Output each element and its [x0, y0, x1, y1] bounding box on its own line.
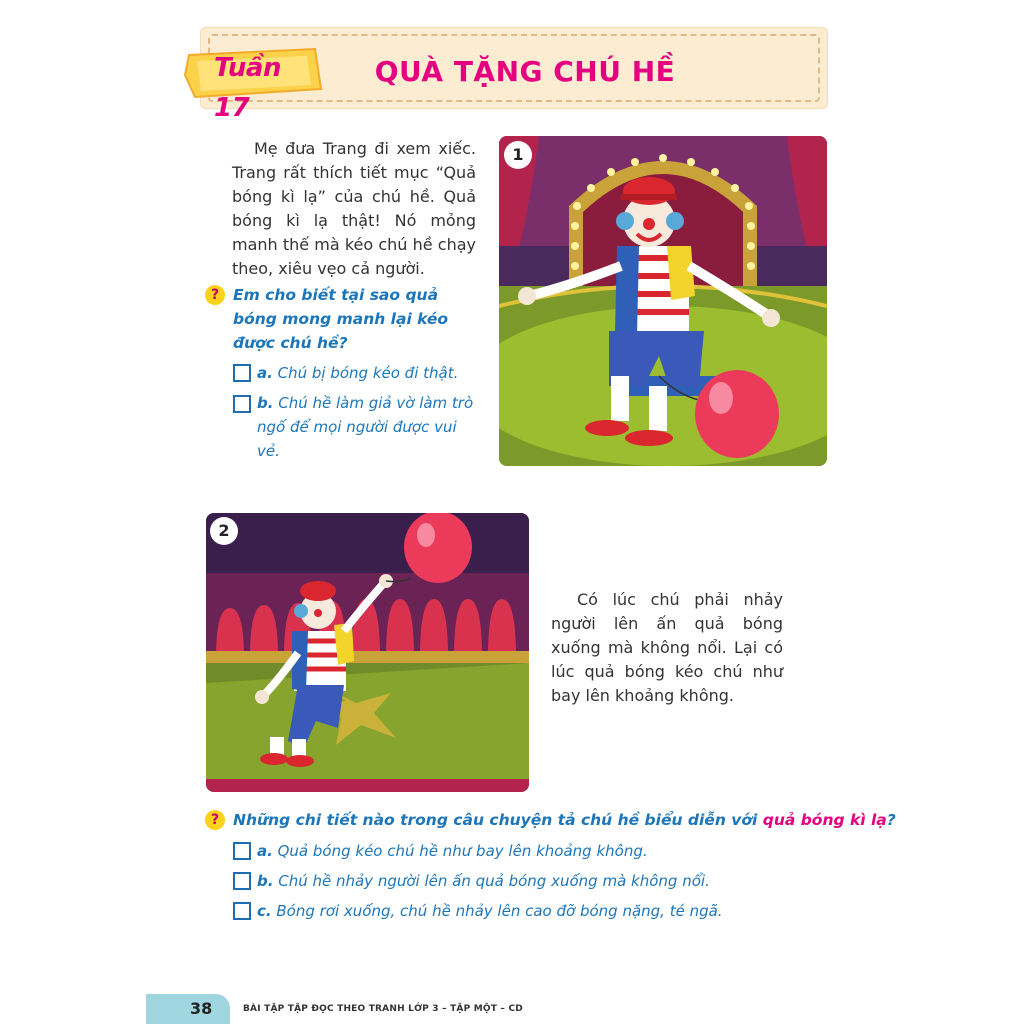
- option-q1-b: b. Chú hề làm giả vờ làm trò ngố để mọi người được vui vẻ.: [257, 394, 474, 460]
- clown-illustration-2: [206, 513, 529, 792]
- option-q1-a: a. Chú bị bóng kéo đi thật.: [257, 364, 459, 382]
- page-title: QUÀ TẶNG CHÚ HỀ: [374, 55, 676, 88]
- question-icon: ?: [205, 810, 225, 830]
- page-number: 38: [190, 999, 213, 1018]
- checkbox-q2-c[interactable]: [233, 902, 251, 920]
- passage-2: Có lúc chú phải nhảy người lên ấn quả bóng xuống mà không nổi. Lại có lúc quả bóng kéo chú như bay lên khoảng không.: [551, 590, 783, 705]
- clown-illustration-1: [499, 136, 827, 466]
- checkbox-q1-a[interactable]: [233, 364, 251, 382]
- passage-1: Mẹ đưa Trang đi xem xiếc. Trang rất thích tiết mục “Quả bóng kì lạ” của chú hề. Quả bóng kì lạ thật! Nó mỏng manh thế mà kéo chú hề chạy theo, xiêu vẹo cả người.: [232, 139, 476, 278]
- option-q2-c: c. Bóng rơi xuống, chú hề nhảy lên cao đỡ bóng nặng, té ngã.: [257, 902, 723, 920]
- option-q2-b: b. Chú hề nhảy người lên ấn quả bóng xuống mà không nổi.: [257, 872, 710, 890]
- checkbox-q2-b[interactable]: [233, 872, 251, 890]
- picture-1-number: 1: [504, 141, 532, 169]
- checkbox-q2-a[interactable]: [233, 842, 251, 860]
- week-label: Tuần 17: [214, 53, 281, 123]
- checkbox-q1-b[interactable]: [233, 395, 251, 413]
- picture-2-number: 2: [210, 517, 238, 545]
- option-q2-a: a. Quả bóng kéo chú hề như bay lên khoảng không.: [257, 842, 648, 860]
- question-1-text: Em cho biết tại sao quả bóng mong manh lại kéo được chú hề?: [233, 286, 449, 352]
- question-2-text: Những chi tiết nào trong câu chuyện tả chú hề biểu diễn với quả bóng kì lạ?: [233, 811, 896, 829]
- question-icon: ?: [205, 285, 225, 305]
- book-title: BÀI TẬP TẬP ĐỌC THEO TRANH LỚP 3 – TẬP MỘT – CD: [243, 1004, 523, 1014]
